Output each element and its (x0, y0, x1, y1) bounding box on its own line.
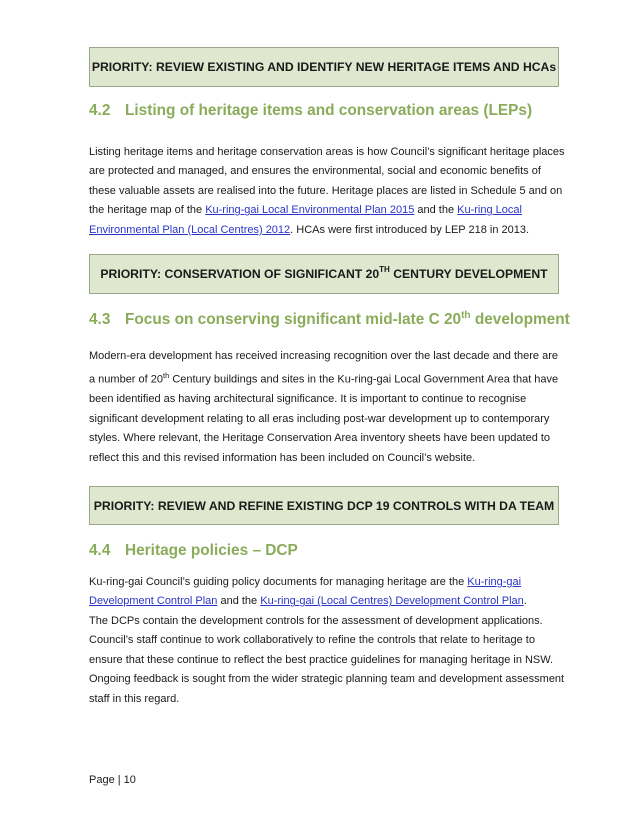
link-lep-local-centres[interactable]: Ku-ring Local Environmental Plan (Local Centres) 2012 (89, 204, 522, 236)
priority-box-dcp-controls (89, 486, 559, 525)
section-number: 4.2 (89, 102, 111, 119)
priority-text: PRIORITY: REVIEW AND REFINE EXISTING DCP 19 CONTROLS WITH DA TEAM (93, 498, 555, 513)
section-heading-4-4 (89, 542, 569, 560)
section-title (125, 311, 570, 328)
title-superscript: th (461, 310, 471, 321)
section-heading-4-2 (89, 102, 569, 120)
link-dcp[interactable]: Ku-ring-gai Development Control Plan (89, 576, 522, 608)
section-number: 4.4 (89, 542, 111, 559)
paragraph-text: Ku-ring-gai Council’s guiding policy documents for managing heritage are the (89, 576, 468, 588)
paragraph-text: Listing heritage items and heritage conservation areas is how Council’s significant heritage places are protected and managed, and ensures the environmental, social and economic benefits of these valuable assets are realised into the future. Heritage places are listed in Schedule 5 and on the heritage map of the (89, 146, 565, 217)
priority-box-20th-century (89, 254, 559, 294)
section-number: 4.3 (89, 311, 111, 329)
paragraph-text: . HCAs were first introduced by LEP 218 in 2013. (290, 223, 530, 236)
page-number: Page | 10 (89, 774, 136, 786)
paragraph-text: The DCPs contain the development controls for the assessment of development applications. Council’s staff continue to work collaboratively to refine the controls that relate to heritage to ensure that these continue to reflect the best practice guidelines for managing heritage in NSW. Ongoing feedback is sought from the wider strategic planning team and development assessment staff in this regard. (89, 615, 565, 705)
priority-text: PRIORITY: REVIEW EXISTING AND IDENTIFY NEW HERITAGE ITEMS AND HCAs (91, 60, 557, 74)
section-title: Heritage policies – DCP (125, 542, 298, 559)
priority-superscript: TH (379, 265, 390, 275)
paragraph-dcp-intro (89, 573, 567, 612)
paragraph-superscript: th (163, 371, 170, 381)
priority-text (100, 266, 547, 281)
paragraph-listing (89, 143, 567, 240)
priority-box-heritage-items (89, 47, 559, 87)
paragraph-modern-era (89, 347, 567, 468)
paragraph-text: and the (414, 204, 458, 217)
link-local-centres-dcp[interactable]: Ku-ring-gai (Local Centres) Development Control Plan (260, 595, 524, 608)
priority-text-part: PRIORITY: CONSERVATION OF SIGNIFICANT 20 (100, 267, 380, 282)
paragraph-text: Modern-era development has received increasing recognition over the last decade and there are a number of 20 (89, 350, 559, 387)
section-title: Listing of heritage items and conservation areas (LEPs) (125, 102, 533, 119)
title-part: Focus on conserving significant mid-late C 20 (125, 311, 462, 329)
paragraph-text: Century buildings and sites in the Ku-ring-gai Local Government Area that have been identified as having architectural significance. It is important to continue to recognise significant development relating to all eras including post-war development up to contemporary styles. Where relevant, the Heritage Conservation Area inventory sheets have been updated to reflect this and this revised information has been included on Council’s website. (89, 374, 559, 464)
link-lep-2015[interactable]: Ku-ring-gai Local Environmental Plan 2015 (205, 204, 415, 217)
paragraph-text: and the (217, 595, 261, 608)
section-heading-4-3 (89, 310, 569, 329)
paragraph-text: . (523, 595, 527, 608)
priority-text-part: CENTURY DEVELOPMENT (389, 267, 548, 282)
paragraph-dcp-details (89, 612, 567, 709)
title-part: development (470, 311, 570, 329)
